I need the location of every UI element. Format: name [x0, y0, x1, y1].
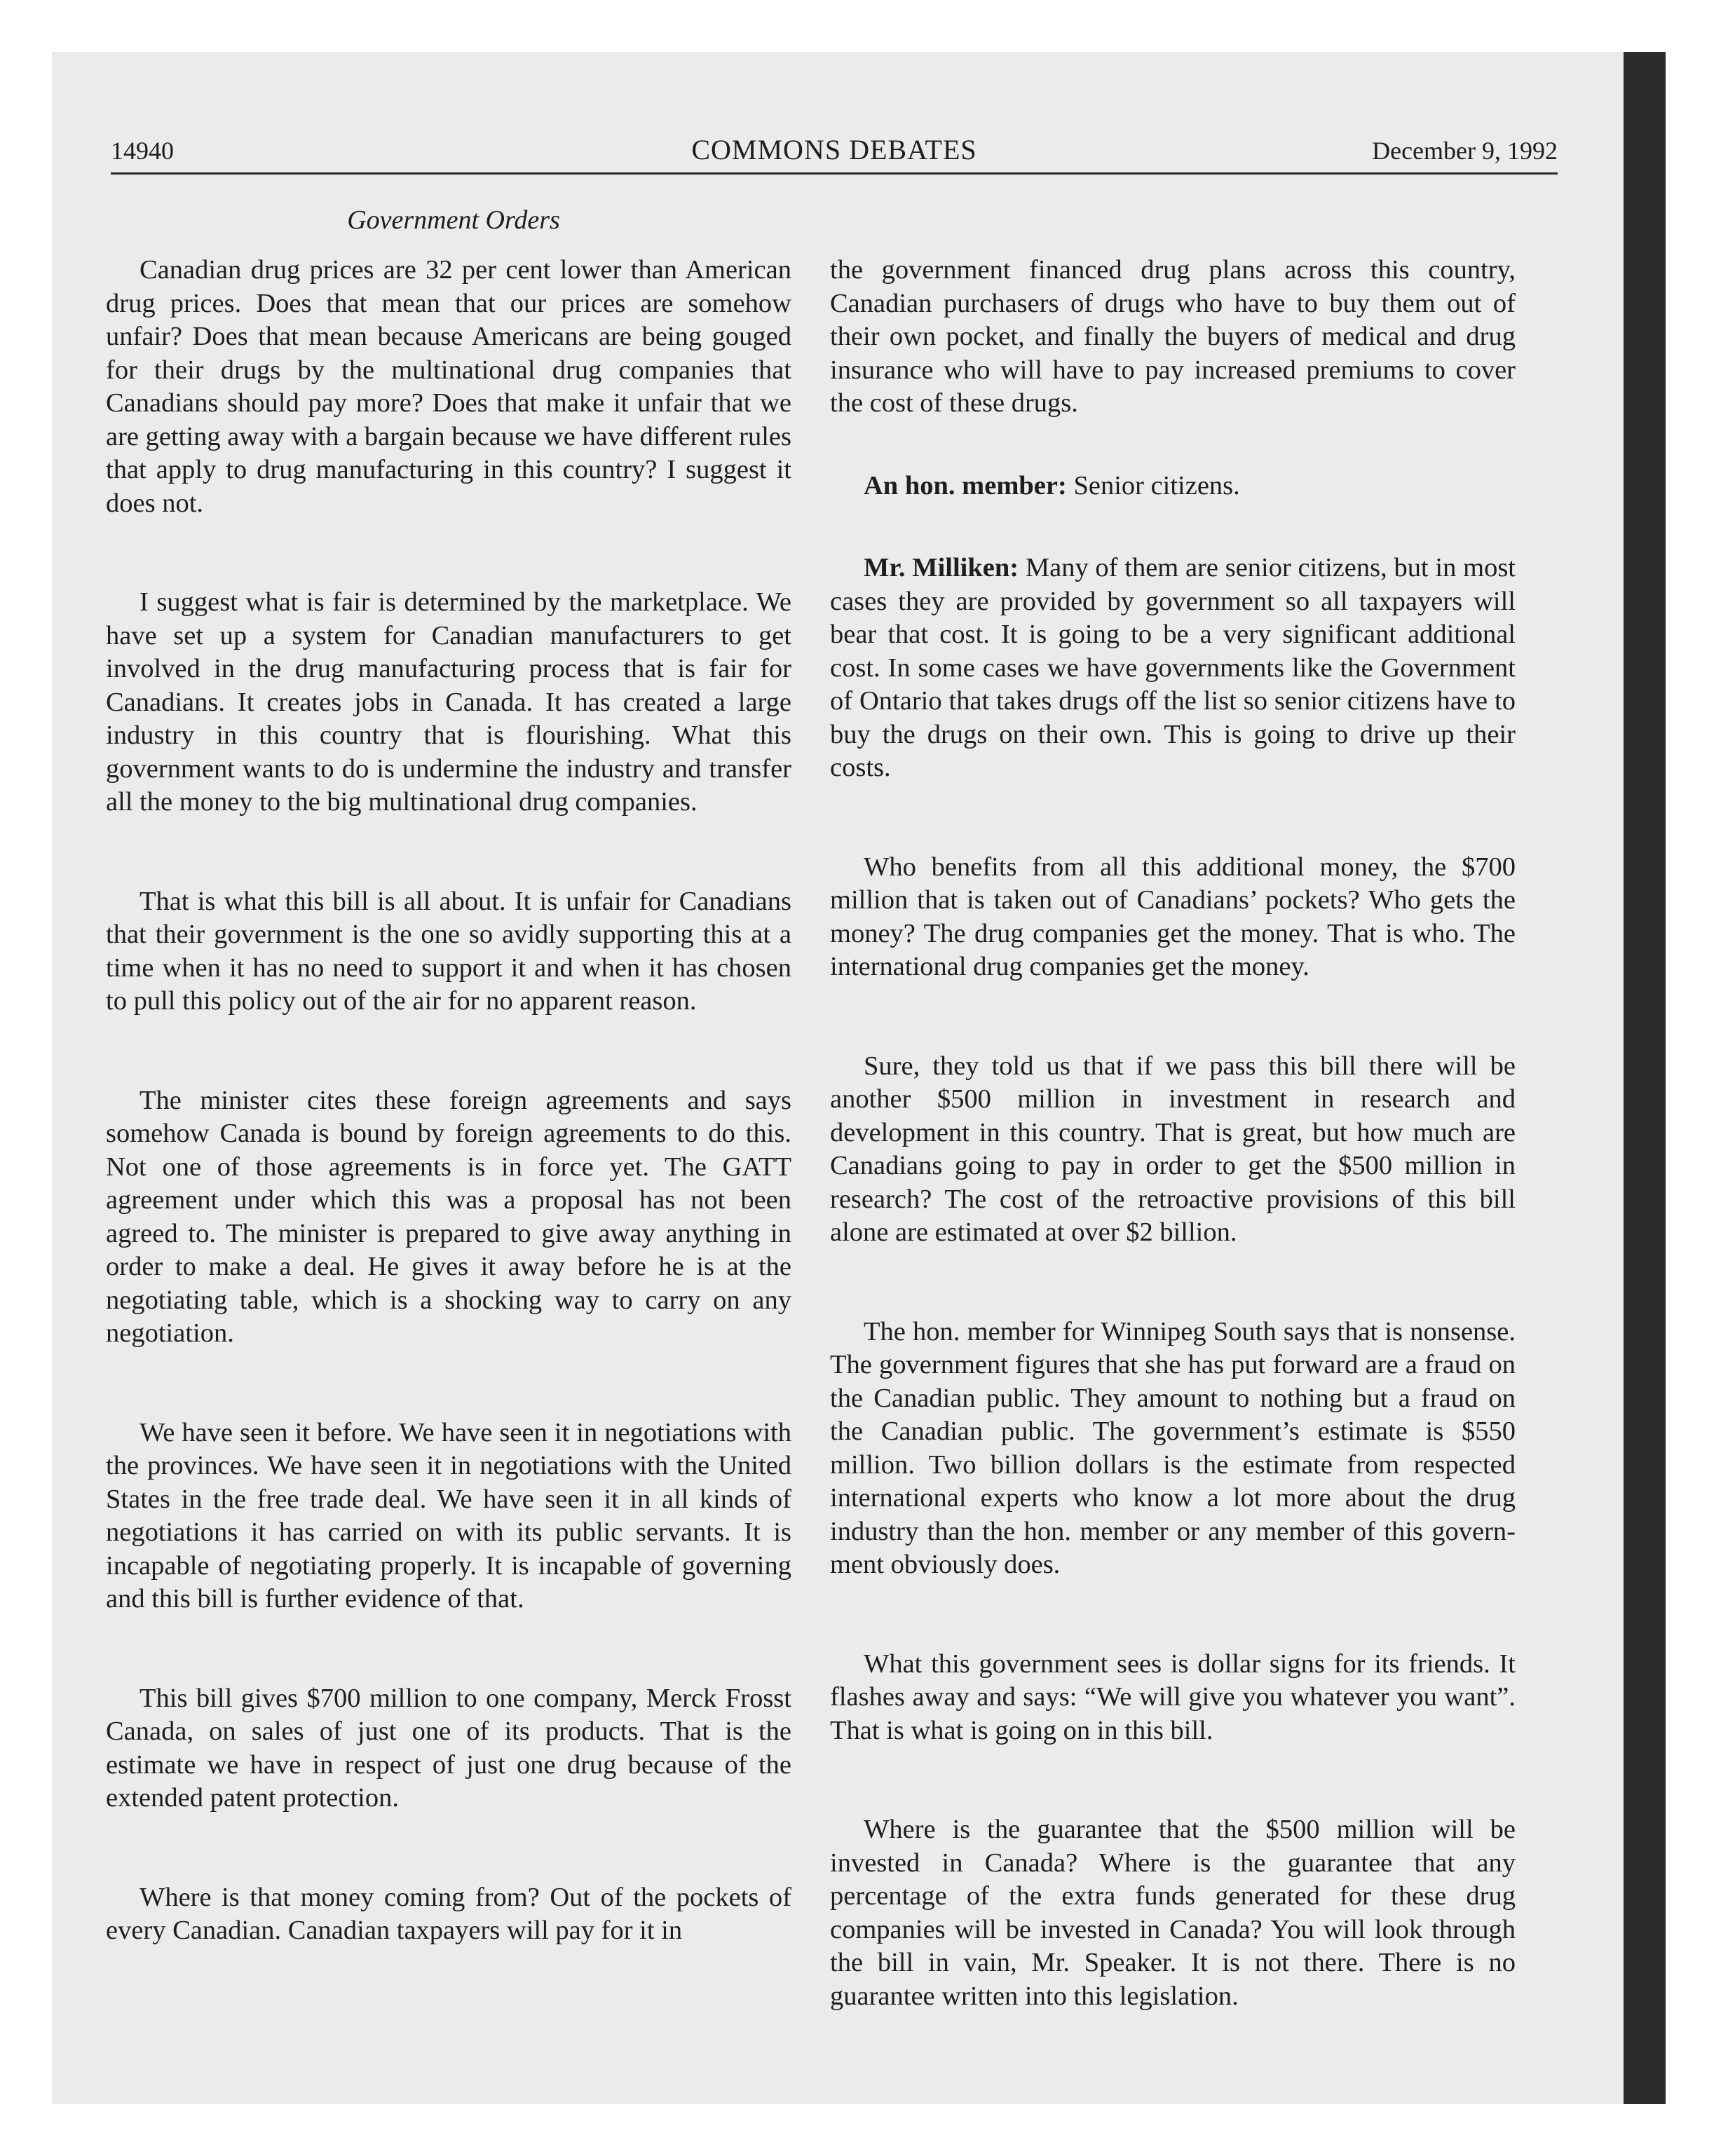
page-header [111, 128, 1558, 170]
paragraph: That is what this bill is all about. It is unfair for Canadians that their government is the one so avidly supporting this at a time when it has no need to support it and when it has chosen to pull this policy out of the air for no apparent reason. [106, 886, 791, 1016]
paragraph: The hon. member for Winnipeg South says that is nonsense. The government figures that she has put forward are a fraud on the Canadian public. They amount to nothing but a fraud on the Canadian public. The government’s estimate is $550 million. Two billion dollars is the estimate from respected international experts who know a lot more about the drug industry than the hon. member or any member of this government obviously does. [830, 1316, 1516, 1579]
journal-title: COMMONS DEBATES [691, 134, 977, 165]
paragraph: Who benefits from all this additional money, the $700 million that is taken out of Canadians’ pockets? Who gets the money? The drug companies get the money. That is who. The international drug companies get the money. [830, 852, 1516, 981]
left-column [106, 254, 791, 2014]
right-column [830, 254, 1516, 2079]
paragraph: Where is that money coming from? Out of the pockets of every Canadian. Canadian taxpayers will pay for it in [106, 1882, 791, 1945]
paragraph: Sure, they told us that if we pass this bill there will be another $500 million in investment in research and development in this country. That is great, but how much are Canadians going to pay in order to get the $500 million in research? The cost of the retroactive provisions of this bill alone are estimated at over $2 billion. [830, 1051, 1516, 1247]
section-title: Government Orders [347, 205, 560, 235]
speech-text: Senior citizens. [1066, 470, 1240, 500]
speaker-name: An hon. member: [864, 470, 1067, 500]
continued-paragraph: the government financed drug plans across this country, Canadian purchasers of drugs who have to buy them out of their own pocket, and finally the buyers of medical and drug insurance who will have to pay increased premiums to cover the cost of these drugs. [830, 255, 1516, 418]
header-date: December 9, 1992 [1372, 137, 1558, 165]
page-number: 14940 [111, 137, 174, 165]
paragraph: Canadian drug prices are 32 per cent lower than American drug prices. Does that mean that our prices are somehow unfair? Does that mean because Americans are being gouged for their drugs by the multinational drug companies that Canadians should pay more? Does that make it unfair that we are getting away with a bargain because we have different rules that apply to drug manufacturing in this country? I suggest it does not. [106, 255, 791, 518]
paragraph: This bill gives $700 million to one company, Merck Frosst Canada, on sales of just one of its products. That is the estimate we have in respect of just one drug because of the extended patent protection. [106, 1683, 791, 1813]
scanned-page [52, 52, 1666, 2104]
speech-text: Many of them are senior citizens, but in most cases they are provided by government so all taxpayers will bear that cost. It is going to be a very significant additional cost. In some cases we have governments like the Government of Ontario that takes drugs off the list so senior citizens have to buy the drugs on their own. This is going to drive up their costs. [830, 553, 1516, 782]
scan-edge-bar [1624, 52, 1666, 2104]
header-rule [111, 172, 1558, 175]
paragraph: I suggest what is fair is determined by the marketplace. We have set up a system for Canadian manufacturers to get involved in the drug manufacturing process that is fair for Canadians. It creates jobs in Canada. It has created a large industry in this country that is flourishing. What this government wants to do is undermine the industry and transfer all the money to the big multinational drug companies. [106, 587, 791, 817]
paragraph: We have seen it before. We have seen it in negotiations with the provinces. We have seen it in negotiations with the United States in the free trade deal. We have seen it in all kinds of negotiations it has carried on with its public servants. It is incapable of negotiating properly. It is incapable of governing and this bill is further evidence of that. [106, 1417, 791, 1613]
paragraph: What this government sees is dollar signs for its friends. It flashes away and says: “We will give you whatever you want”. That is what is going on in this bill. [830, 1649, 1516, 1745]
interjection [830, 470, 1516, 503]
speaker-name: Mr. Milliken: [864, 553, 1019, 582]
paragraph: The minister cites these foreign agreements and says somehow Canada is bound by foreign agreements to do this. Not one of those agreements is in force yet. The GATT agreement under which this was a proposal has not been agreed to. The minister is prepared to give away anything in order to make a deal. He gives it away before he is at the negotiating table, which is a shocking way to carry on any negotiation. [106, 1085, 791, 1348]
paragraph: Where is the guarantee that the $500 million will be invested in Canada? Where is the guarantee that any percentage of the extra funds generated for these drug companies will be invested in Canada? You will look through the bill in vain, Mr. Speaker. It is not there. There is no guarantee written into this legislation. [830, 1815, 1516, 2011]
speech [830, 552, 1516, 785]
